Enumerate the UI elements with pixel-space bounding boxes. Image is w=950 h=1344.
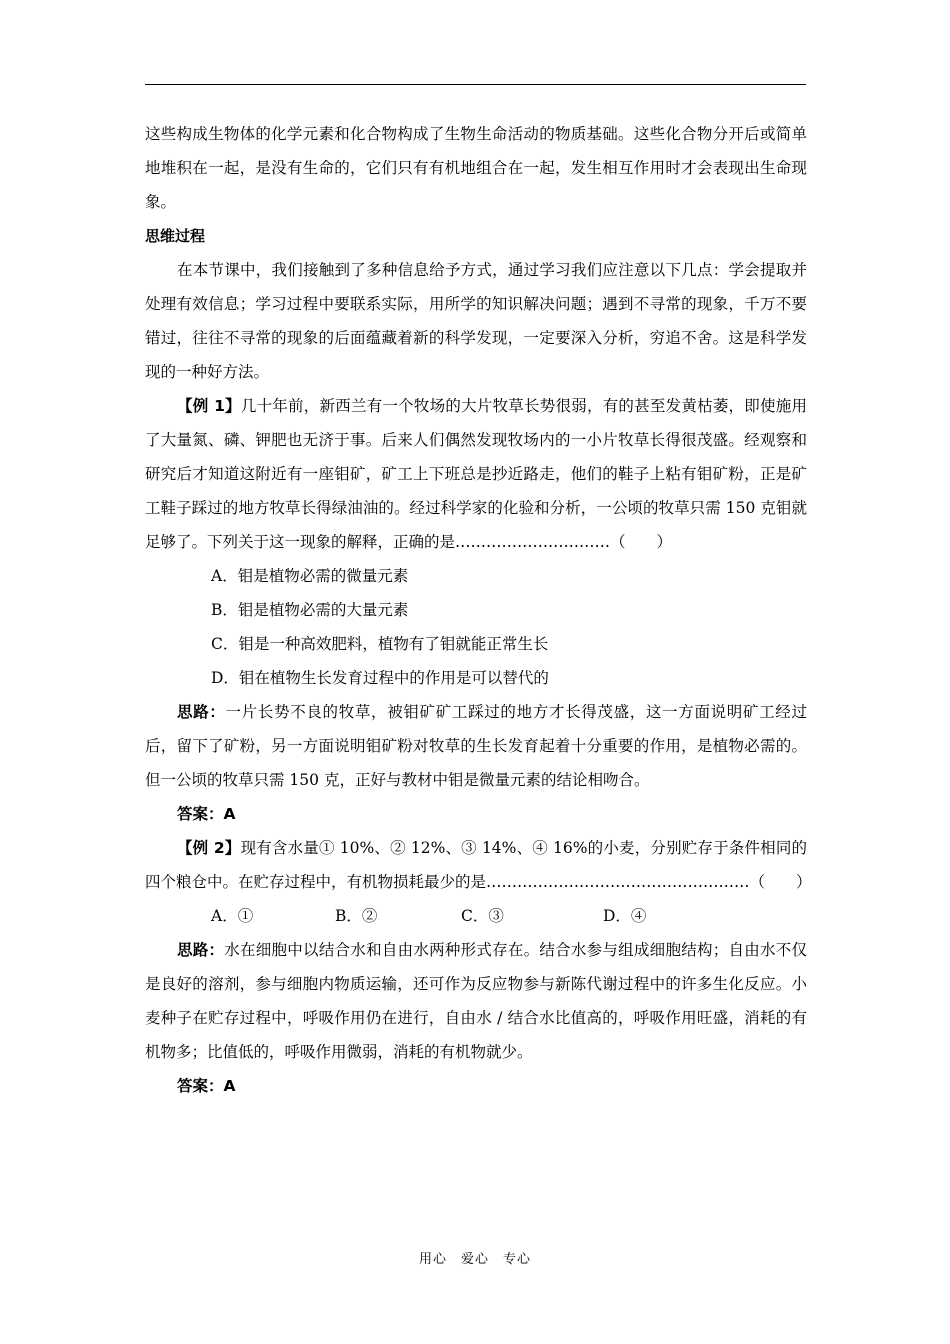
example-2-answer-label: 答案： <box>177 1077 224 1095</box>
document-body <box>145 117 812 1103</box>
example-2-answer-value: A <box>223 1077 236 1095</box>
example-2-answer <box>145 1069 807 1103</box>
example-2-question <box>145 831 812 899</box>
example-2-option-c: C．③ <box>461 907 504 925</box>
example-2-reasoning <box>145 933 807 1069</box>
example-1-answer-label: 答案： <box>177 805 224 823</box>
example-2-option-a: A．① <box>211 907 254 925</box>
example-1-answer-value: A <box>223 805 236 823</box>
example-1-answer <box>145 797 807 831</box>
example-2-option-b: B．② <box>335 907 378 925</box>
example-1-question <box>145 389 807 559</box>
example-1-text: 几十年前，新西兰有一个牧场的大片牧草长势很弱，有的甚至发黄枯萎，即使施用了大量氮、磷、钾肥也无济于事。后来人们偶然发现牧场内的一小片牧草长得很茂盛。经观察和研究后才知道这附近有一座钼矿，矿工上下班总是抄近路走，他们的鞋子上粘有钼矿粉，正是矿工鞋子踩过的地方牧草长得绿油油的。经过科学家的化验和分析，一公顷的牧草只需 150 克钼就足够了。下列关于这一现象的解释，正确的是…………………………（ ） <box>145 397 807 551</box>
example-2-text: 现有含水量① 10%、② 12%、③ 14%、④ 16%的小麦，分别贮存于条件相同的四个粮仓中。在贮存过程中，有机物损耗最少的是……………………………………………（ ） <box>145 839 812 891</box>
example-1-option-c: C．钼是一种高效肥料，植物有了钼就能正常生长 <box>211 635 549 653</box>
example-2-options <box>145 899 807 933</box>
example-2-reasoning-text: 水在细胞中以结合水和自由水两种形式存在。结合水参与组成细胞结构；自由水不仅是良好的溶剂，参与细胞内物质运输，还可作为反应物参与新陈代谢过程中的许多生化反应。小麦种子在贮存过程中，呼吸作用仍在进行，自由水 / 结合水比值高的，呼吸作用旺盛，消耗的有机物多；比值低的，呼吸作用微弱，消耗的有机物就少。 <box>145 941 807 1061</box>
header-rule <box>145 84 806 85</box>
example-1-option-b: B．钼是植物必需的大量元素 <box>211 601 409 619</box>
example-1-option-a: A．钼是植物必需的微量元素 <box>211 567 409 585</box>
example-1-reasoning-label: 思路： <box>177 703 226 721</box>
example-2-label: 【例 2】 <box>177 839 241 857</box>
example-1-reasoning-text: 一片长势不良的牧草，被钼矿矿工踩过的地方才长得茂盛，这一方面说明矿工经过后，留下了矿粉，另一方面说明钼矿粉对牧草的生长发育起着十分重要的作用，是植物必需的。但一公顷的牧草只需 150 克，正好与教材中钼是微量元素的结论相吻合。 <box>145 703 807 789</box>
example-2-option-d: D．④ <box>603 907 647 925</box>
page-footer: 用心 爱心 专心 <box>418 1252 531 1267</box>
section-paragraph: 在本节课中，我们接触到了多种信息给予方式，通过学习我们应注意以下几点：学会提取并处理有效信息；学习过程中要联系实际，用所学的知识解决问题；遇到不寻常的现象，千万不要错过，往往不寻常的现象的后面蕴藏着新的科学发现，一定要深入分析，穷追不舍。这是科学发现的一种好方法。 <box>145 261 807 381</box>
example-1-reasoning <box>145 695 807 797</box>
section-heading: 思维过程 <box>145 227 206 245</box>
intro-paragraph: 这些构成生物体的化学元素和化合物构成了生物生命活动的物质基础。这些化合物分开后或简单地堆积在一起，是没有生命的，它们只有有机地组合在一起，发生相互作用时才会表现出生命现象。 <box>145 125 807 211</box>
example-1-label: 【例 1】 <box>177 397 241 415</box>
example-2-reasoning-label: 思路： <box>177 941 225 959</box>
example-1-option-d: D．钼在植物生长发育过程中的作用是可以替代的 <box>211 669 549 687</box>
